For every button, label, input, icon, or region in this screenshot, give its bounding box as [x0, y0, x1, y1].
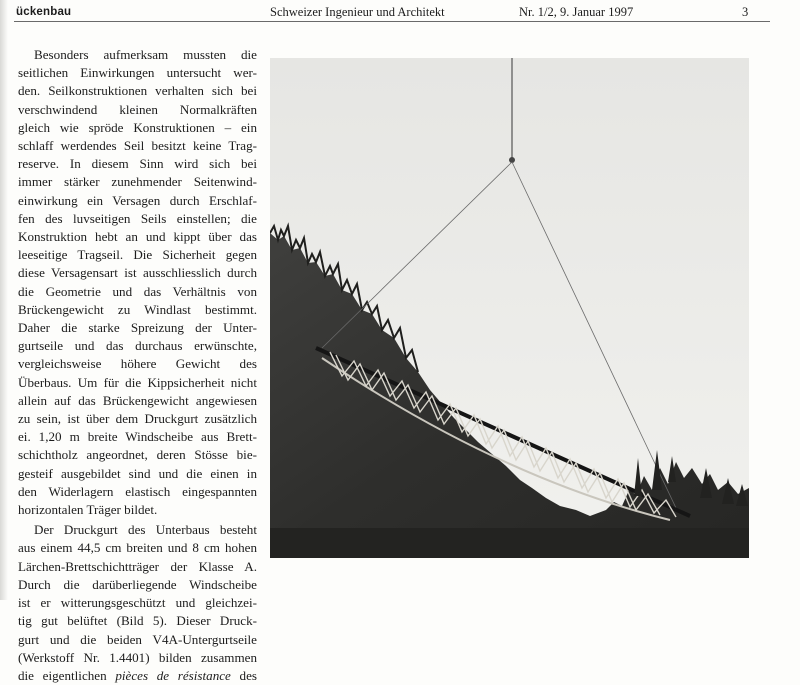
page-number: 3: [742, 5, 749, 19]
article-column: [18, 46, 257, 685]
text-line: gurt und die beiden V4A-Untergurtseile: [18, 631, 257, 647]
text-line: verschwindend kleinen Normalkräften: [18, 101, 257, 117]
text-line: den. Seilkonstruktionen verhalten sich bei: [18, 83, 257, 99]
issue-info: Nr. 1/2, 9. Januar 1997: [519, 5, 634, 19]
foreground-ground: [270, 528, 749, 558]
text-line: ei. 1,20 m breite Windscheibe aus Brett-: [18, 429, 257, 445]
text-line: immer stärker zunehmender Seitenwind-: [18, 174, 257, 190]
text-line: schichtholz angeordnet, deren Stösse bie-: [18, 447, 257, 463]
text-line: Daher die starke Spreizung der Unter-: [18, 320, 257, 336]
text-line: allein auf das Brückengewicht angewiesen: [18, 392, 257, 408]
text-line: die Geometrie und das Verhältnis von: [18, 283, 257, 299]
italic-phrase: pièces de résistance: [115, 667, 231, 683]
text-line: Der Druckgurt des Unterbaus besteht: [34, 522, 257, 538]
text-line: schlaff werdendes Seil besitzt keine Trag-: [18, 138, 257, 154]
text-line: horizontalen Träger bildet.: [18, 502, 158, 518]
text-line: reserve. In diesem Sinn wird sich bei: [18, 156, 257, 172]
text-line: fen des luvseitigen Seils einstellen; die: [18, 210, 257, 226]
bridge-photo: [270, 58, 749, 558]
text-line-final: die eigentlichen pièces de résistance des: [18, 667, 258, 683]
text-line: tig gut belüftet (Bild 5). Dieser Druck-: [18, 613, 257, 629]
section-title: ückenbau: [16, 6, 72, 18]
paragraph-2: [18, 521, 257, 685]
text-line: Besonders aufmerksam mussten die: [34, 47, 257, 62]
publication-name: Schweizer Ingenieur und Architekt: [270, 5, 445, 19]
header-rule: [14, 21, 770, 22]
text-line: diese Versagensart ist ausschliesslich durch: [18, 265, 257, 281]
paragraph-1: [18, 46, 257, 519]
text-line: (Werkstoff Nr. 1.4401) bilden zusammen: [18, 649, 257, 665]
bridge-photo-drawing: [270, 58, 749, 558]
text-line: den Widerlagern elastisch eingespannten: [18, 483, 257, 499]
text-line: Durch die darüberliegende Windscheibe: [18, 576, 257, 592]
text-line: Lärchen-Brettschichtträger der Klasse A.: [18, 558, 257, 574]
text-line: vergleichsweise höhere Gewicht des: [18, 356, 257, 372]
text-line: gesteif ausgebildet sind und die einen in: [18, 465, 257, 481]
text-line: Überbaus. Um für die Kippsicherheit nicht: [18, 374, 257, 390]
scan-edge-shadow: [0, 0, 8, 600]
text-line: gleich wie spröde Konstruktionen – ein: [18, 119, 257, 135]
text-line: seitlichen Einwirkungen untersucht wer-: [18, 65, 257, 81]
text-line: gurtseile und das durchaus erwünschte,: [18, 338, 257, 354]
text-line: ist er witterungsgeschützt und gleichzei-: [18, 595, 257, 611]
text-line: einwirkung ein Versagen durch Erschlaf-: [18, 192, 257, 208]
text-line: Konstruktion hebt an und kippt über das: [18, 229, 257, 245]
text-line: Brückengewicht zu Windlast bestimmt.: [18, 301, 257, 317]
page-header: [0, 0, 800, 26]
text-line: leeseitige Tragseil. Die Sicherheit gegen: [18, 247, 257, 263]
text-line: zu sein, ist über dem Druckgurt zusätzlich: [18, 411, 257, 427]
text-line: aus einem 44,5 cm breiten und 8 cm hohen: [18, 540, 257, 556]
